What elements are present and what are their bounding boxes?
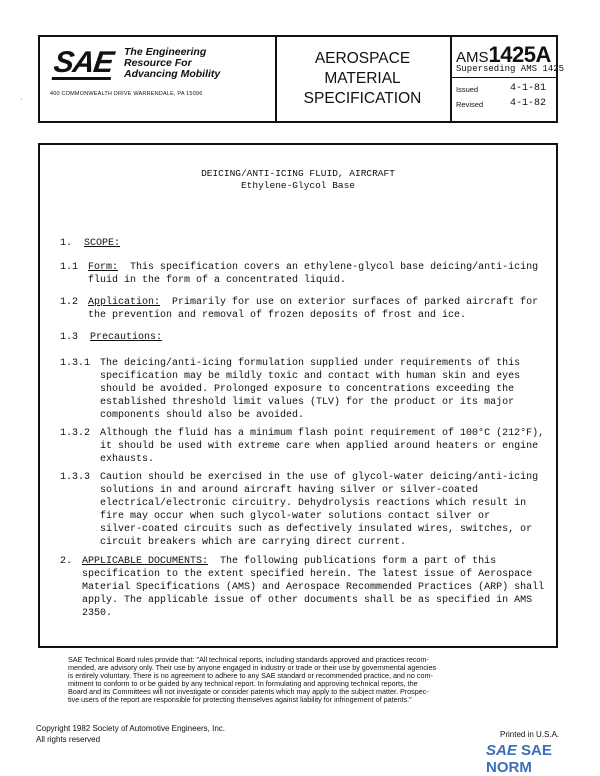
issued-row [456, 83, 547, 94]
revised-row [456, 98, 547, 109]
paragraph-line: This specification covers an ethylene-glycol base deicing/anti-icing [130, 262, 539, 273]
tagline-line: Advancing Mobility [124, 68, 221, 80]
doc-type-line: SPECIFICATION [303, 90, 422, 107]
paragraph-line: The following publications form a part of this [220, 556, 497, 567]
paragraph-line: silver-coated circuits such as defectively insulated wires, switches, or [100, 524, 533, 535]
section-number: 2. [60, 556, 73, 567]
section-number: 1.3 [60, 332, 79, 343]
superseding-note: Superseding AMS 1425 [456, 64, 565, 74]
doc-subtitle: Ethylene-Glycol Base [240, 180, 356, 191]
section-heading: Precautions: [90, 332, 163, 343]
paragraph-line: solutions in and around aircraft having silver or silver-coated [100, 485, 479, 496]
doc-type-line: MATERIAL [324, 70, 401, 87]
paragraph-line: electrical/electronic circuitry. Dehydrolysis reactions which result in [100, 498, 527, 509]
sae-norm-watermark [486, 742, 600, 776]
paragraph-line: specification may be mildly toxic and contact with human skin and eyes [100, 371, 521, 382]
document-header [38, 35, 565, 123]
paragraph-line: Caution should be exercised in the use of glycol-water deicing/anti-icing [100, 472, 539, 483]
sae-watermark-logo: SAE [486, 742, 517, 759]
paragraph-line: Primarily for use on exterior surfaces of parked aircraft for [172, 297, 539, 308]
issued-label: Issued [456, 85, 479, 94]
rights-reserved: All rights reserved [36, 735, 101, 744]
section-number: 1.1 [60, 262, 79, 273]
sae-logo-block [40, 37, 277, 121]
note-line: tive users of the report are responsible for protecting themselves against liability for infringement of patents." [68, 695, 412, 704]
note-line: SAE Technical Board rules provide that: "All technical reports, including standards approved and practices recom- [68, 655, 429, 664]
section-heading: SCOPE: [84, 238, 121, 249]
printed-in: Printed in U.S.A. [500, 730, 560, 739]
ams-number-block [450, 37, 565, 121]
document-body [38, 143, 558, 648]
paragraph-line: should be avoided. Prolonged exposure to concentrations exceeding the [100, 384, 515, 395]
paragraph-line: fluid in the form of a concentrated liquid. [88, 275, 347, 286]
sae-logo: SAE [51, 46, 116, 79]
paragraph-line: Material Specifications (AMS) and Aerospace Recommended Practices (ARP) shall [82, 582, 545, 593]
section-number: 1.2 [60, 297, 79, 308]
paragraph-line: components should also be avoided. [100, 410, 305, 421]
paragraph-line: 2350. [82, 608, 113, 619]
paragraph-line: Although the fluid has a minimum flash point requirement of 100°C (212°F), [100, 428, 545, 439]
tagline-line: Resource For [124, 57, 192, 69]
section-1-3 [60, 331, 162, 344]
section-number: 1.3.2 [60, 428, 91, 439]
section-heading: Application: [88, 297, 161, 308]
paragraph-line: established threshold limit values (TLV) for the product or its major [100, 397, 515, 408]
doc-type-line: AEROSPACE [314, 50, 411, 67]
paragraph-line: it should be used with extreme care when applied around heaters or engine [100, 441, 539, 452]
note-line: Board and its Committees will not investigate or consider patents which may apply to the subject matter. Prospec- [68, 687, 429, 696]
copyright: Copyright 1982 Society of Automotive Engineers, Inc. [36, 724, 225, 733]
issued-date: 4-1-81 [510, 83, 547, 94]
section-number: 1.3.1 [60, 358, 91, 369]
doc-type-block [275, 37, 452, 121]
paragraph-line: circuit breakers which are carrying direct current. [100, 537, 407, 548]
watermark-text: SAE NORM [486, 742, 552, 776]
sae-address: 400 COMMONWEALTH DRIVE WARRENDALE, PA 15096 [50, 91, 203, 97]
divider [450, 77, 556, 78]
paragraph-line: specification to the extent specified herein. The latest issue of Aerospace [82, 569, 533, 580]
section-number: 1. [60, 238, 73, 249]
revised-date: 4-1-82 [510, 98, 547, 109]
section-1 [60, 237, 120, 250]
copyright-block [36, 723, 225, 745]
paragraph-line: the prevention and removal of frozen deposits of frost and ice. [88, 310, 467, 321]
margin-mark: · [20, 95, 23, 104]
note-line: mended, are advisory only. Their use by anyone engaged in industry or trade or their use by governmental agencies [68, 663, 437, 672]
section-number: 1.3.3 [60, 472, 91, 483]
doc-title: DEICING/ANTI-ICING FLUID, AIRCRAFT [201, 168, 395, 179]
paragraph-line: exhausts. [100, 454, 155, 465]
note-line: is entirely voluntary. There is no agreement to adhere to any SAE standard or recommended practice, and no com- [68, 671, 433, 680]
technical-board-note [68, 656, 538, 704]
ams-number: AMS1425A [456, 42, 551, 67]
paragraph-line: fire may occur when such glycol-water solutions contact silver or [100, 511, 491, 522]
doc-type [275, 49, 450, 109]
paragraph-line: apply. The applicable issue of other documents shall be as specified in AMS [82, 595, 533, 606]
section-heading: Form: [88, 262, 119, 273]
sae-tagline [124, 47, 220, 80]
tagline-line: The Engineering [124, 46, 207, 58]
section-heading: APPLICABLE DOCUMENTS: [82, 556, 209, 567]
paragraph-line: The deicing/anti-icing formulation supplied under requirements of this [100, 358, 521, 369]
revised-label: Revised [456, 100, 484, 109]
note-line: mitment to conform to or be guided by any technical report. In formulating and approving technical reports, the [68, 679, 418, 688]
